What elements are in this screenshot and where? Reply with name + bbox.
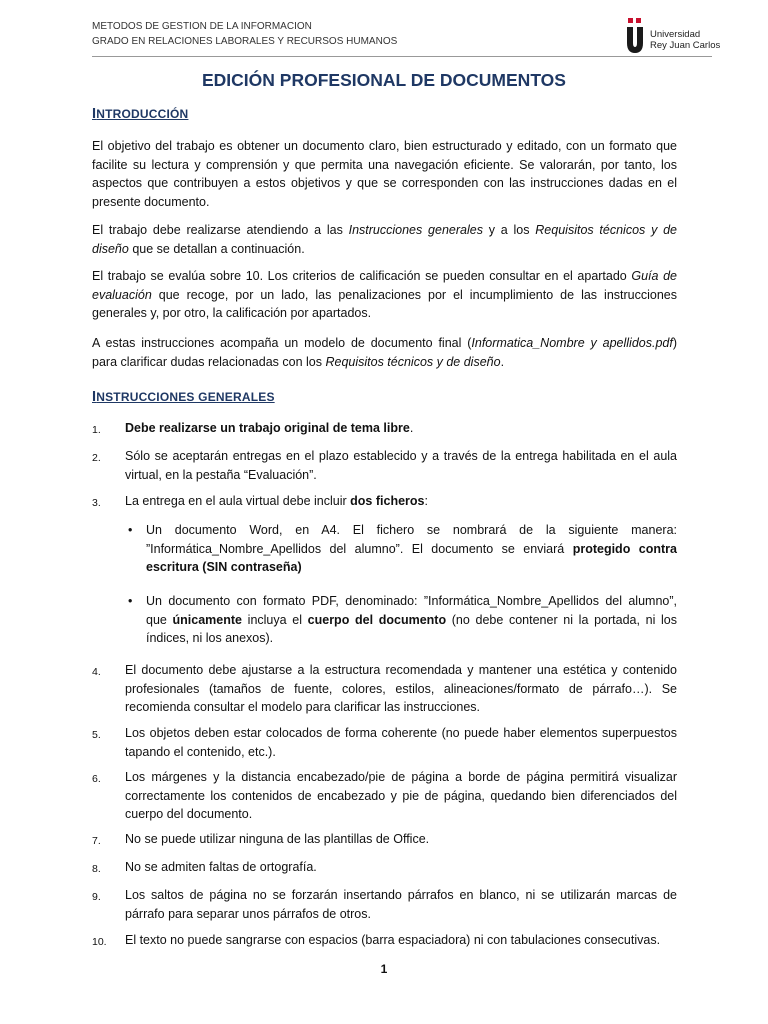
- bullet-icon: •: [128, 594, 133, 608]
- header-degree: GRADO EN RELACIONES LABORALES Y RECURSOS HUMANOS: [92, 36, 398, 47]
- section-heading-introduccion: INTRODUCCIÓN: [92, 106, 189, 122]
- bullet-icon: •: [128, 523, 133, 537]
- bullet-item-pdf: • Un documento con formato PDF, denominado: ”Informática_Nombre_Apellidos del alumno”, que únicamente incluya el cuerpo del documento (no debe contener ni la portada, ni los índices, ni los anexos).: [128, 594, 677, 646]
- list-item: 4. El documento debe ajustarse a la estructura recomendada y mantener una estética y contenido profesionales (tamaños de fuente, colores, estilos, alineaciones/formato de párrafo…). Se recomienda consultar el modelo para clarificar las instrucciones.: [92, 663, 677, 715]
- list-item: 3. La entrega en el aula virtual debe incluir dos ficheros:: [92, 494, 428, 509]
- document-header: [92, 19, 397, 49]
- list-item: 9. Los saltos de página no se forzarán insertando párrafos en blanco, ni se utilizarán marcas de párrafo para separar unos párrafos de otros.: [92, 888, 677, 921]
- intro-paragraph-2: El trabajo debe realizarse atendiendo a las Instrucciones generales y a los Requisitos técnicos y de diseño que se detallan a continuación.: [92, 223, 678, 256]
- list-item: 6. Los márgenes y la distancia encabezado/pie de página a borde de página permitirá visualizar correctamente los contenidos de encabezado y pie de página, quedando bien diferenciados del cuerpo del documento.: [92, 770, 677, 822]
- intro-paragraph-4: A estas instrucciones acompaña un modelo de documento final (Informatica_Nombre y apellidos.pdf) para clarificar dudas relacionadas con los Requisitos técnicos y de diseño.: [92, 336, 677, 369]
- university-logo: [624, 16, 724, 54]
- intro-paragraph-3: El trabajo se evalúa sobre 10. Los criterios de calificación se pueden consultar en el apartado Guía de evaluación que recoge, por un lado, las penalizaciones por el incumplimiento de las instrucciones generales y, por otro, la calificación por apartados.: [92, 269, 677, 321]
- intro-paragraph-1: El objetivo del trabajo es obtener un documento claro, bien estructurado y editado, con un formato que facilite su lectura y comprensión y que permita una navegación eficiente. Se valorarán, por tanto, los aspectos que contribuyen a estos objetivos y que se corresponden con las instrucciones dadas en el presente documento.: [92, 139, 677, 209]
- bullet-item-word: • Un documento Word, en A4. El fichero se nombrará de la siguiente manera: ”Informática_Nombre_Apellidos del alumno”. El documento se enviará protegido contra escritura (SIN contraseña): [128, 523, 677, 575]
- logo-line-1: Universidad: [650, 29, 701, 40]
- list-item: 1. Debe realizarse un trabajo original de tema libre.: [92, 421, 414, 436]
- page-title: EDICIÓN PROFESIONAL DE DOCUMENTOS: [202, 70, 566, 90]
- list-item: 10. El texto no puede sangrarse con espacios (barra espaciadora) ni con tabulaciones consecutivas.: [92, 933, 661, 948]
- urjc-logo-icon: [624, 16, 646, 54]
- list-item: 5. Los objetos deben estar colocados de forma coherente (no puede haber elementos superpuestos tapando el contenido, etc.).: [92, 726, 677, 759]
- list-item: 8. No se admiten faltas de ortografía.: [92, 860, 317, 875]
- page-number: 1: [380, 962, 388, 976]
- list-item: 7. No se puede utilizar ninguna de las plantillas de Office.: [92, 832, 430, 847]
- header-divider: [92, 56, 712, 57]
- logo-line-2: Rey Juan Carlos: [650, 40, 721, 51]
- section-heading-instrucciones-generales: INSTRUCCIONES GENERALES: [92, 389, 275, 405]
- header-subject: METODOS DE GESTION DE LA INFORMACION: [92, 21, 312, 32]
- list-item: 2. Sólo se aceptarán entregas en el plazo establecido y a través de la entrega habilitada en el aula virtual, en la pestaña “Evaluación”.: [92, 449, 677, 482]
